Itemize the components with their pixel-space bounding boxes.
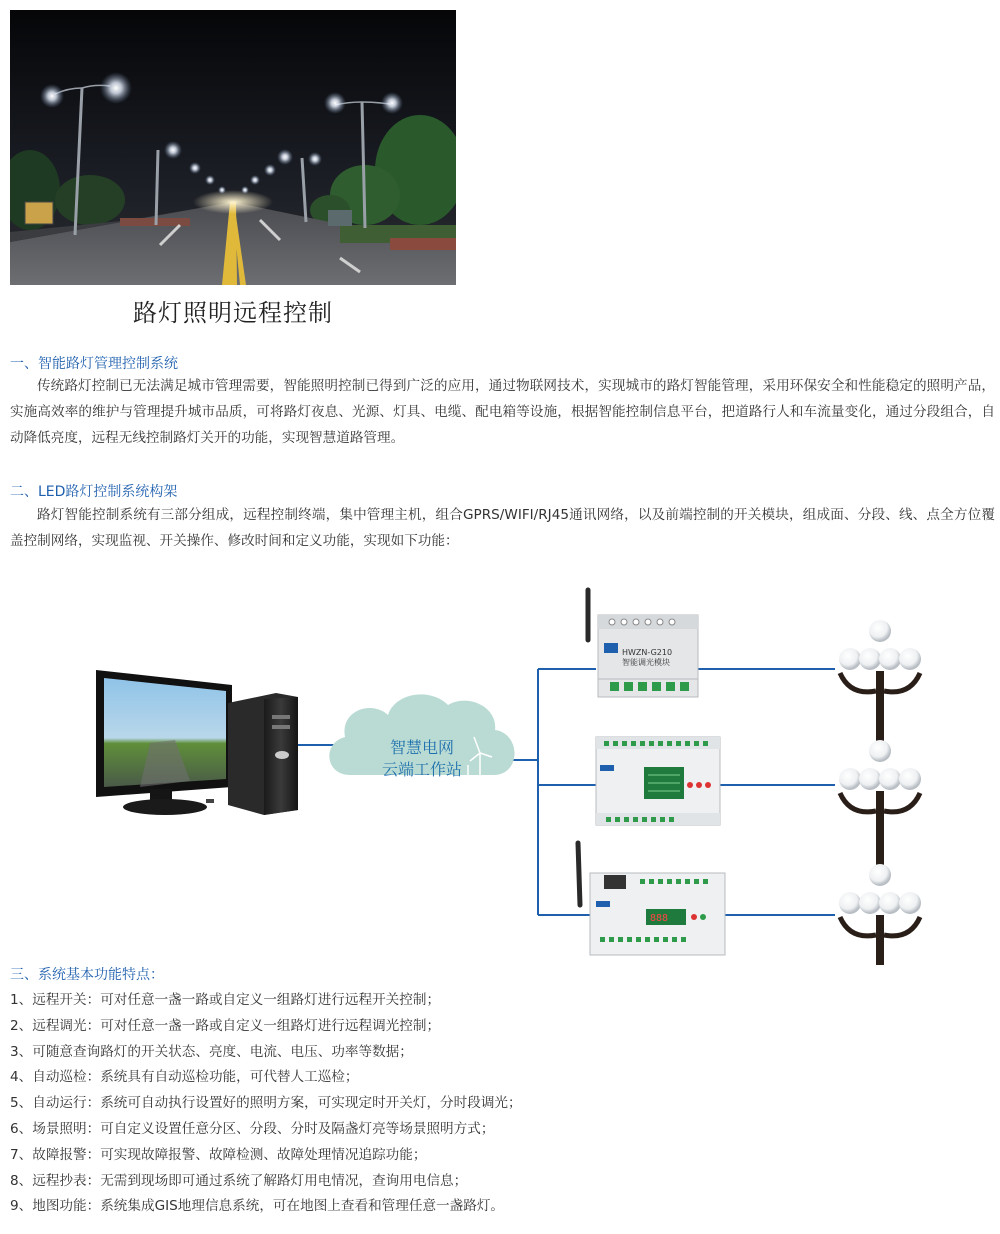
- list-item: 1、远程开关：可对任意一盏一路或自定义一组路灯进行远程开关控制；: [10, 992, 441, 1008]
- architecture-diagram: [0, 575, 1000, 965]
- street-lamp-icon-3: [839, 864, 921, 965]
- list-item: 5、自动运行：系统可自动执行设置好的照明方案，可实现定时开关灯，分时段调光；: [10, 1095, 522, 1112]
- module-model: HWZN-G210: [622, 648, 673, 657]
- list-item: 6、场景照明：可自定义设置任意分区、分段、分时及隔盏灯亮等场景照明方式；: [10, 1120, 495, 1137]
- feature-list: [10, 988, 995, 1220]
- cloud-label-line2: 云端工作站: [382, 760, 463, 779]
- module-name: 智能调光模块: [622, 658, 670, 667]
- street-lamp-icon-1: [839, 620, 921, 761]
- computer-icon: [96, 670, 298, 815]
- control-module-2: [596, 737, 720, 825]
- section-2-title: 二、LED路灯控制系统构架: [10, 484, 178, 500]
- list-item: 7、故障报警：可实现故障报警、故障检测、故障处理情况追踪功能；: [10, 1146, 427, 1163]
- photo-caption: 路灯照明远程控制: [133, 299, 333, 327]
- svg-text:888: 888: [650, 913, 669, 924]
- section-2-body: 路灯智能控制系统有三部分组成，远程控制终端，集中管理主机，组合GPRS/WIFI/RJ45通讯网络，以及前端控制的开关模块，组成面、分段、线、点全方位覆盖控制网络，实现监视、开关操作、修改时间和定义功能，实现如下功能：: [10, 507, 995, 549]
- section-3-title: 三、系统基本功能特点：: [10, 967, 164, 983]
- section-1-body: 传统路灯控制已无法满足城市管理需要，智能照明控制已得到广泛的应用，通过物联网技术，实现城市的路灯智能管理，采用环保安全和性能稳定的照明产品，实施高效率的维护与管理提升城市品质，可将路灯夜息、光源、灯具、电缆、配电箱等设施，根据智能控制信息平台，把道路行人和车流量变化，通过分段组合，自动降低亮度，远程无线控制路灯关开的功能，实现智慧道路管理。: [10, 378, 995, 446]
- list-item: 3、可随意查询路灯的开关状态、亮度、电流、电压、功率等数据；: [10, 1043, 413, 1060]
- antenna-icon: [578, 843, 580, 905]
- list-item: 9、地图功能：系统集成GIS地理信息系统，可在地图上查看和管理任意一盏路灯。: [10, 1198, 505, 1215]
- list-item: 4、自动巡检：系统具有自动巡检功能，可代替人工巡检；: [10, 1069, 359, 1086]
- street-light-photo: [10, 10, 456, 285]
- list-item: 8、远程抄表：无需到现场即可通过系统了解路灯用电情况，查询用电信息；: [10, 1172, 468, 1189]
- list-item: 2、远程调光：可对任意一盏一路或自定义一组路灯进行远程调光控制；: [10, 1017, 441, 1034]
- network-lines: [298, 669, 835, 915]
- control-module-3: [578, 843, 725, 955]
- street-lamp-icon-2: [839, 740, 921, 881]
- cloud-label-line1: 智慧电网: [390, 738, 455, 757]
- section-1-title: 一、智能路灯管理控制系统: [10, 356, 178, 372]
- dimming-module-1: [588, 590, 698, 697]
